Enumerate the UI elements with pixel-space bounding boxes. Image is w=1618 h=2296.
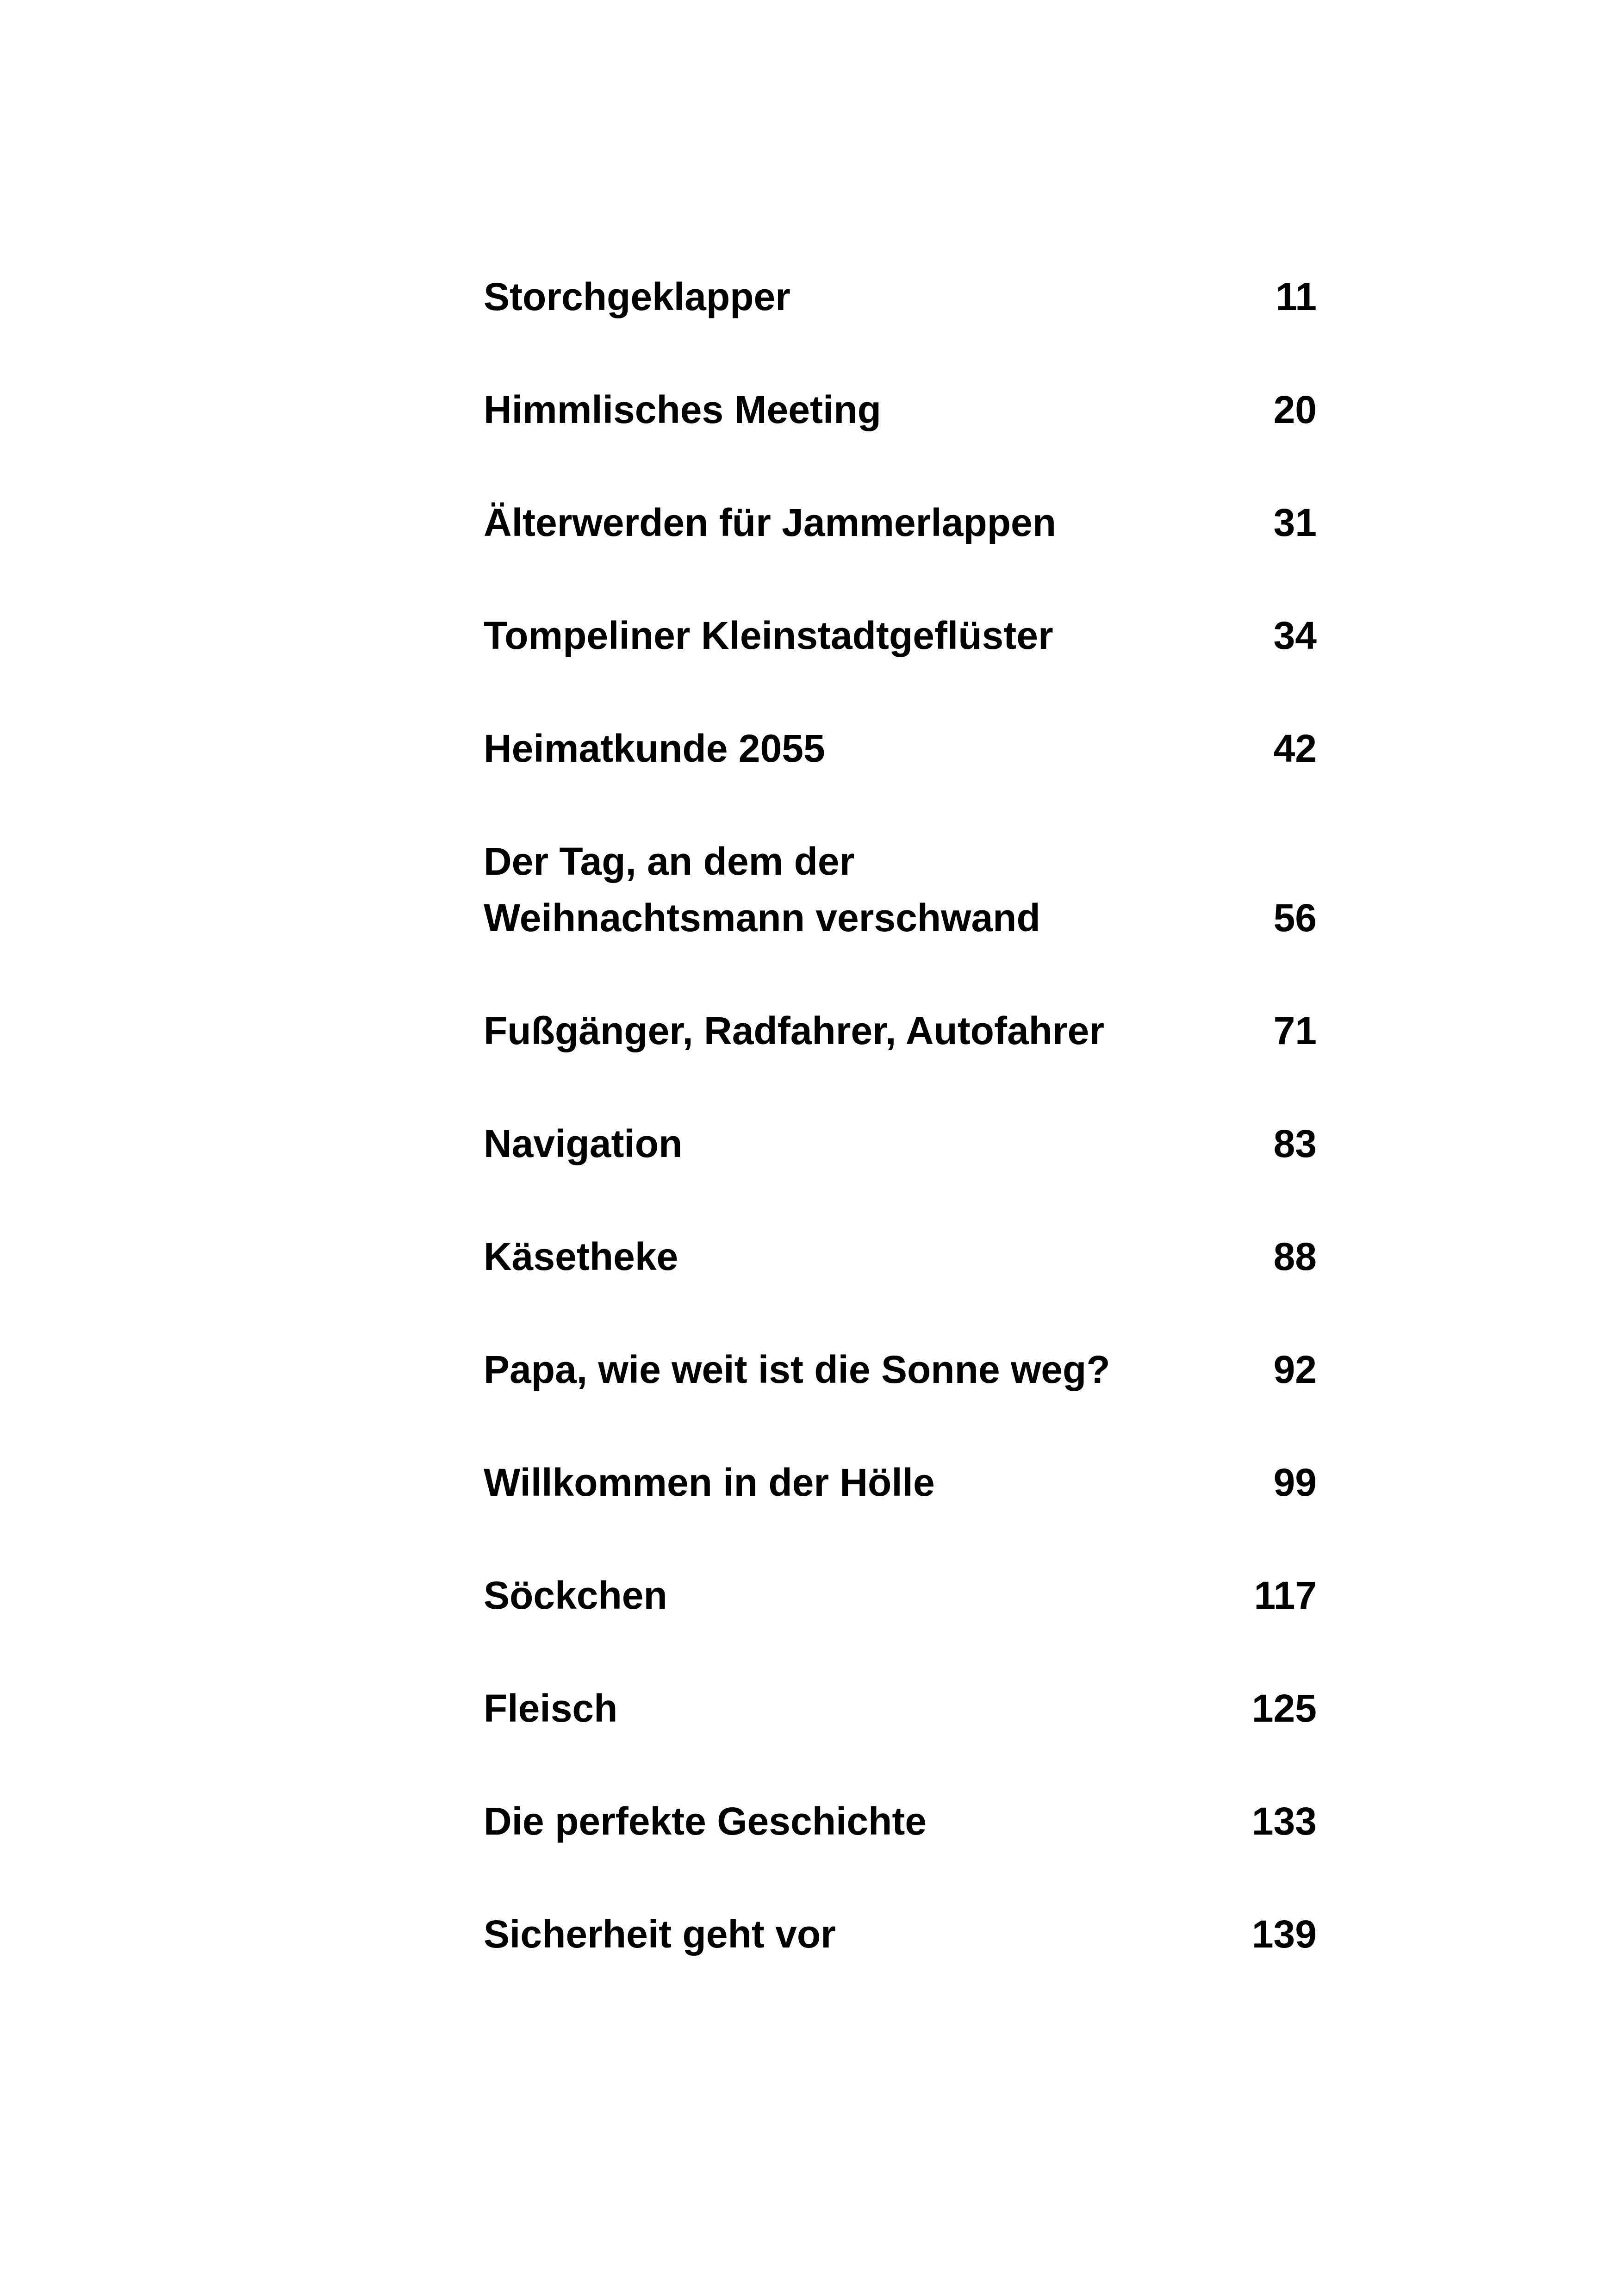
toc-entry	[484, 1228, 1317, 1285]
toc-entry	[484, 494, 1317, 551]
toc-entry-title: Storchgeklapper	[484, 275, 790, 318]
toc-entry	[484, 607, 1317, 664]
toc-entry-title: Papa, wie weit ist die Sonne weg?	[484, 1348, 1110, 1391]
toc-entry	[484, 1793, 1317, 1849]
toc-entry-title: Söckchen	[484, 1574, 667, 1617]
toc-entry-page: 92	[1273, 1348, 1317, 1391]
toc-entry	[484, 833, 1317, 946]
toc-entry-page: 71	[1273, 1009, 1317, 1052]
toc-entry-page: 133	[1251, 1799, 1317, 1843]
toc-entry-title: Heimatkunde 2055	[484, 727, 825, 770]
toc-entry	[484, 1341, 1317, 1398]
toc-entry-page: 56	[1273, 896, 1317, 940]
toc-entry-title: Sicherheit geht vor	[484, 1912, 836, 1956]
toc-entry-title: Käsetheke	[484, 1235, 678, 1278]
toc-entry-page: 34	[1273, 614, 1317, 657]
toc-entry	[484, 1454, 1317, 1511]
toc-entry-page: 83	[1273, 1122, 1317, 1165]
toc-entry	[484, 381, 1317, 438]
toc-entry-title: Der Tag, an dem der Weihnachtsmann verschwand	[484, 840, 1040, 940]
toc-entry	[484, 720, 1317, 777]
toc-entry	[484, 1115, 1317, 1172]
toc-entry	[484, 268, 1317, 325]
toc-entry-title: Navigation	[484, 1122, 683, 1165]
toc-entry	[484, 1002, 1317, 1059]
toc-entry-title: Die perfekte Geschichte	[484, 1799, 927, 1843]
toc-entry-page: 42	[1273, 727, 1317, 770]
toc-entry-page: 31	[1273, 501, 1317, 544]
toc-entry	[484, 1680, 1317, 1736]
toc-entry-title: Fußgänger, Radfahrer, Autofahrer	[484, 1009, 1105, 1052]
toc-entry-title: Himmlisches Meeting	[484, 388, 881, 431]
toc-entry-title: Älterwerden für Jammerlappen	[484, 501, 1057, 544]
toc-entry-page: 20	[1273, 388, 1317, 431]
toc-entry-page: 139	[1251, 1912, 1317, 1956]
toc-entry-page: 11	[1276, 275, 1317, 318]
toc-entry-title: Tompeliner Kleinstadtgeflüster	[484, 614, 1053, 657]
toc-entry-title: Fleisch	[484, 1686, 618, 1730]
toc-entry-page: 88	[1273, 1235, 1317, 1278]
toc-entry-page: 117	[1254, 1574, 1317, 1617]
toc-entry-page: 99	[1273, 1461, 1317, 1504]
toc-entry-title: Willkommen in der Hölle	[484, 1461, 935, 1504]
toc-entry	[484, 1906, 1317, 1962]
toc-entry-page: 125	[1251, 1686, 1317, 1730]
toc-entry	[484, 1567, 1317, 1624]
